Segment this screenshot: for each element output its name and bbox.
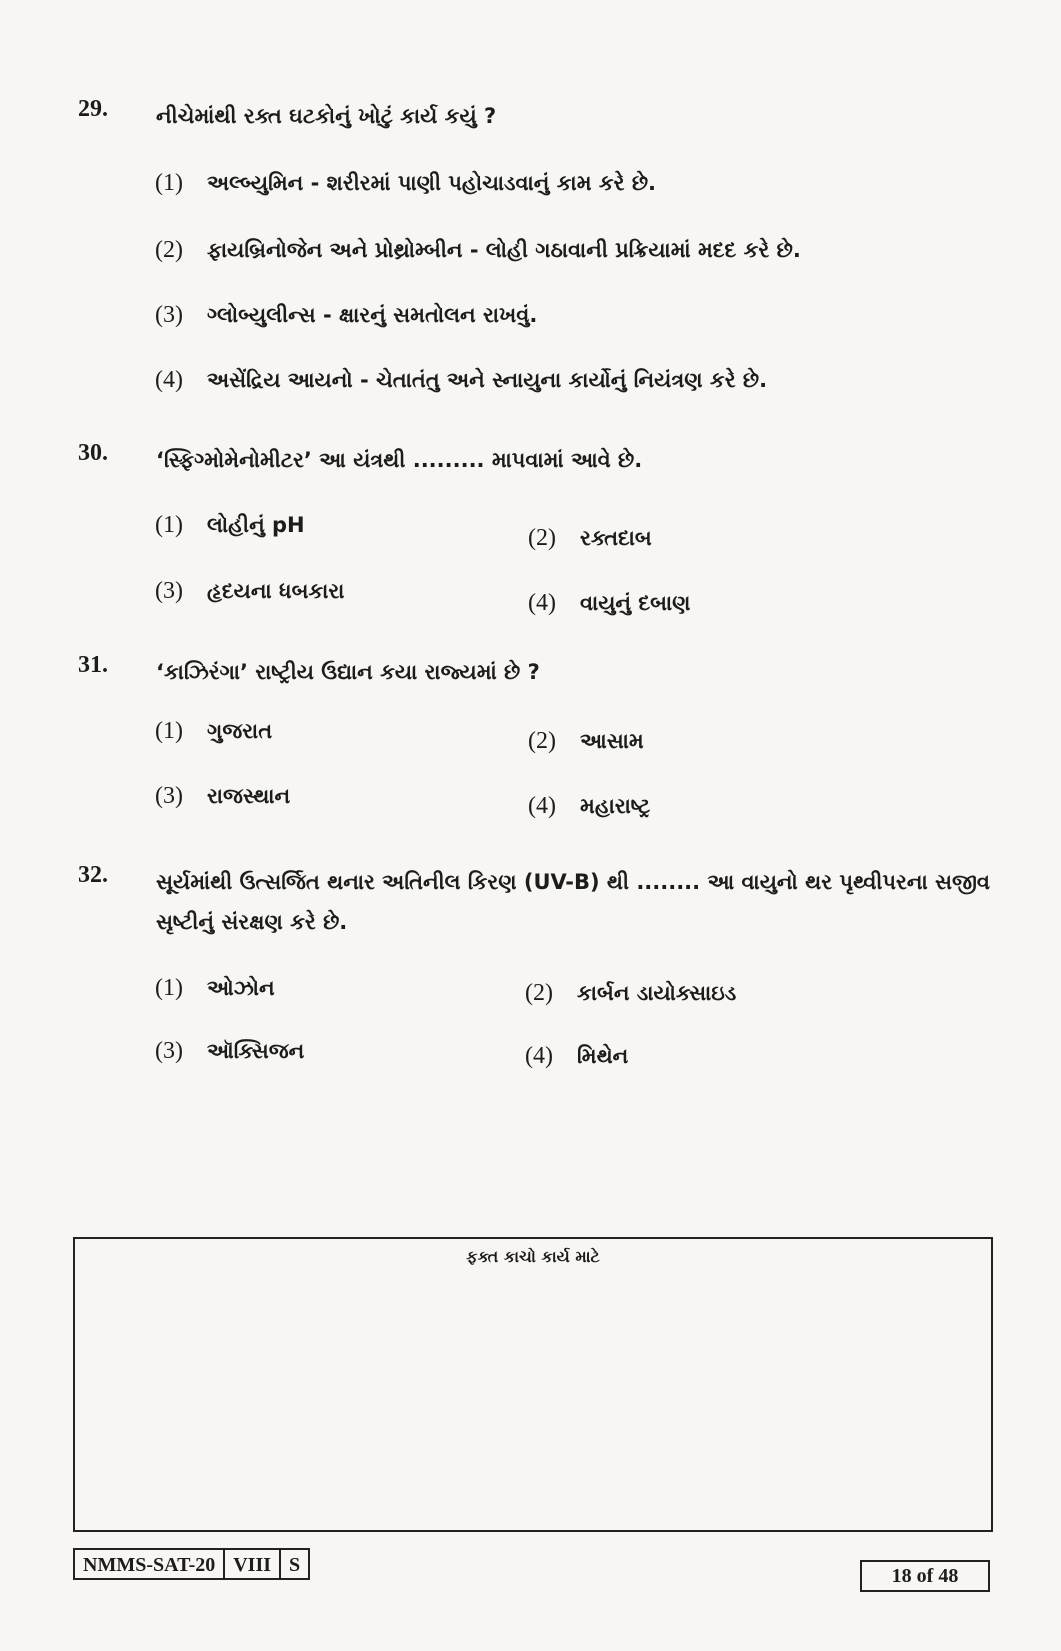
option[interactable] [155,302,537,329]
option-number: (4) [528,590,556,616]
option[interactable] [528,590,690,617]
option-number: (4) [528,793,556,819]
option-number: (4) [525,1043,553,1069]
option-text: મિથેન [577,1044,629,1068]
option-text: ગ્લોબ્યુલીન્સ - ક્ષારનું સમતોલન રાખવું. [207,303,538,327]
question-text: ‘કાઝિરંગા’ રાષ્ટ્રીય ઉદ્યાન કયા રાજ્યમાં છે ? [156,660,540,684]
option-text: ફાયબ્રિનોજેન અને પ્રોથ્રોમ્બીન - લોહી ગઠાવાની પ્રક્રિયામાં મદદ કરે છે. [207,238,801,262]
page-number: 18 of 48 [860,1560,990,1592]
option-number: (2) [525,980,553,1006]
question-number: 32. [78,862,108,888]
option-text: ઓઝોન [207,976,275,1000]
option[interactable] [528,525,652,552]
question-number: 30. [78,440,108,466]
option-number: (1) [155,718,183,744]
option-number: (4) [155,367,183,393]
option-number: (3) [155,578,183,604]
option-number: (1) [155,512,183,538]
option-text: આસામ [580,729,644,753]
option[interactable] [155,975,275,1002]
option-number: (1) [155,975,183,1001]
paper-code: NMMS-SAT-20 [83,1554,216,1576]
question-30 [78,440,1018,480]
question-text: નીચેમાંથી રક્ત ઘટકોનું ખોટું કાર્ય કયું ? [156,104,497,128]
option-text: ગુજરાત [207,719,273,743]
option[interactable] [155,512,305,539]
option-text: અસેંદ્રિય આયનો - ચેતાતંતુ અને સ્નાયુના કાર્યોનું નિયંત્રણ કરે છે. [207,368,768,392]
option[interactable] [155,718,272,745]
rough-work-title: ફક્ત કાચો કાર્ય માટે [466,1247,600,1266]
option[interactable] [155,1038,304,1065]
option[interactable] [528,793,650,820]
option-text: કાર્બન ડાયોક્સાઇડ [577,981,737,1005]
paper-code-box [73,1548,310,1580]
option-number: (3) [155,783,183,809]
option[interactable] [155,367,767,394]
option[interactable] [525,1043,628,1070]
standard-label: VIII [223,1550,279,1578]
option-text: મહારાષ્ટ્ર [580,794,651,818]
option-number: (3) [155,1038,183,1064]
question-number: 29. [78,96,108,122]
question-31 [78,652,1018,692]
option-text: વાયુનું દબાણ [580,591,691,615]
option-text: હૃદયના ધબકારા [207,579,345,603]
question-text: ‘સ્ફિગ્મોમેનોમીટર’ આ યંત્રથી ......... માપવામાં આવે છે. [156,448,643,472]
question-29 [78,96,1018,136]
rough-work-box [73,1237,993,1532]
option[interactable] [155,578,344,605]
question-32 [78,862,1018,942]
option-text: રાજસ્થાન [207,784,291,808]
option-text: રક્તદાબ [580,526,652,550]
option[interactable] [155,783,290,810]
question-number: 31. [78,652,108,678]
option-number: (2) [528,728,556,754]
option-text: અલ્બ્યુમિન - શરીરમાં પાણી પહોચાડવાનું કામ કરે છે. [207,171,657,195]
option[interactable] [528,728,644,755]
option[interactable] [155,170,656,197]
option[interactable] [155,237,801,264]
question-text: સૂર્યમાંથી ઉત્સર્જિત થનાર અતિનીલ કિરણ (UV-B) થી ........ આ વાયુનો થર પૃથ્વીપરના સજીવ સૃષ્ટીનું સંરક્ષણ કરે છે. [156,870,991,934]
option-text: લોહીનું pH [207,513,305,537]
option-number: (1) [155,170,183,196]
option-number: (3) [155,302,183,328]
option-number: (2) [155,237,183,263]
series-label: S [279,1550,308,1578]
option[interactable] [525,980,736,1007]
option-text: ઑક્સિજન [207,1039,305,1063]
option-number: (2) [528,525,556,551]
